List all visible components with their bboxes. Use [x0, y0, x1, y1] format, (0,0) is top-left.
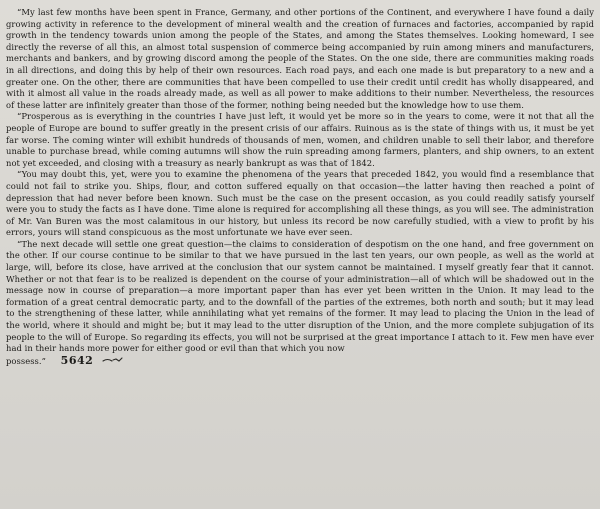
paragraph-3: “You may doubt this, yet, were you to examine the phenomena of the years that preceded 1842, you would find a resemblance that could not fail to strike you. Ships, flour, and cotton suffered equally on that occasion—the latter having then reached a point of depression that had never before been known. Such must be the case on the present occasion, as you could readily satisfy yourself were you to study the facts as I have done. Time alone is required for accomplishing all these things, as you will see. The administration of Mr. Van Buren was the most calamitous in our history, but unless its record be now carefully studied, with a view to profit by his errors, yours will stand conspicuous as the most unfortunate we have ever seen. — [6, 169, 594, 238]
handwritten-mark-icon — [102, 356, 124, 368]
page-number: 5642 — [60, 353, 94, 367]
paragraph-1: “My last few months have been spent in France, Germany, and other portions of the Continent, and everywhere I have found a daily growing activity in reference to the development of mineral wealth and the creation of furnaces and factories, accompanied by rapid growth in the tendency towards union among the people of the States, and among the States themselves. Looking homeward, I see directly the reverse of all this, an almost total suspension of commerce being accompanied by ruin among miners and manufacturers, merchants and bankers, and by growing discord among the people of the States. On the one side, there are communities making roads in all directions, and doing this by help of their own resources. Each road pays, and each one made is but preparatory to a new and a greater one. On the other, there are communities that have been compelled to use their credit until credit has wholly disappeared, and with it almost all value in the roads already made, as well as all power to make additions to their number. Nevertheless, the resources of these latter are infinitely greater than those of the former, nothing being needed but the knowledge how to use them. — [6, 7, 594, 110]
paragraph-2: “Prosperous as is everything in the countries I have just left, it would yet be more so in the years to come, were it not that all the people of Europe are bound to suffer greatly in the present crisis of our affairs. Ruinous as is the state of things with us, it must be yet far worse. The coming winter will exhibit hundreds of thousands of men, women, and children unable to sell their labor, and therefore unable to purchase bread, while coming autumns will show the ruin spreading among farmers, planters, and ship owners, to an extent not yet exceeded, and closing with a treasury as nearly bankrupt as was that of 1842. — [6, 111, 594, 168]
closing-word: possess.” — [6, 355, 46, 366]
paragraph-4: “The next decade will settle one great question—the claims to consideration of despotism on the one hand, and free government on the other. If our course continue to be similar to that we have pursued in the last ten years, our own people, as well as the world at large, will, before its close, have arrived at the conclusion that our system cannot be maintained. I myself greatly fear that it cannot. Whether or not that fear is to be realized is dependent on the course of your administration—all of which will be shadowed out in the message now in course of preparation—a more important paper than has ever yet been written in the Union. It may lead to the formation of a great central democratic party, and to the downfall of the parties of the extremes, both north and south; but it may lead to the strengthening of these latter, while annihilating what yet remains of the former. It may lead to placing the Union in the lead of the world, where it should and might be; but it may lead to the utter disruption of the Union, and the more complete subjugation of its people to the will of Europe. So regarding its effects, you will not be surprised at the great importance I attach to it. Few men have ever had in their hands more power for either good or evil than that which you now — [6, 238, 594, 354]
closing-line — [6, 355, 594, 368]
